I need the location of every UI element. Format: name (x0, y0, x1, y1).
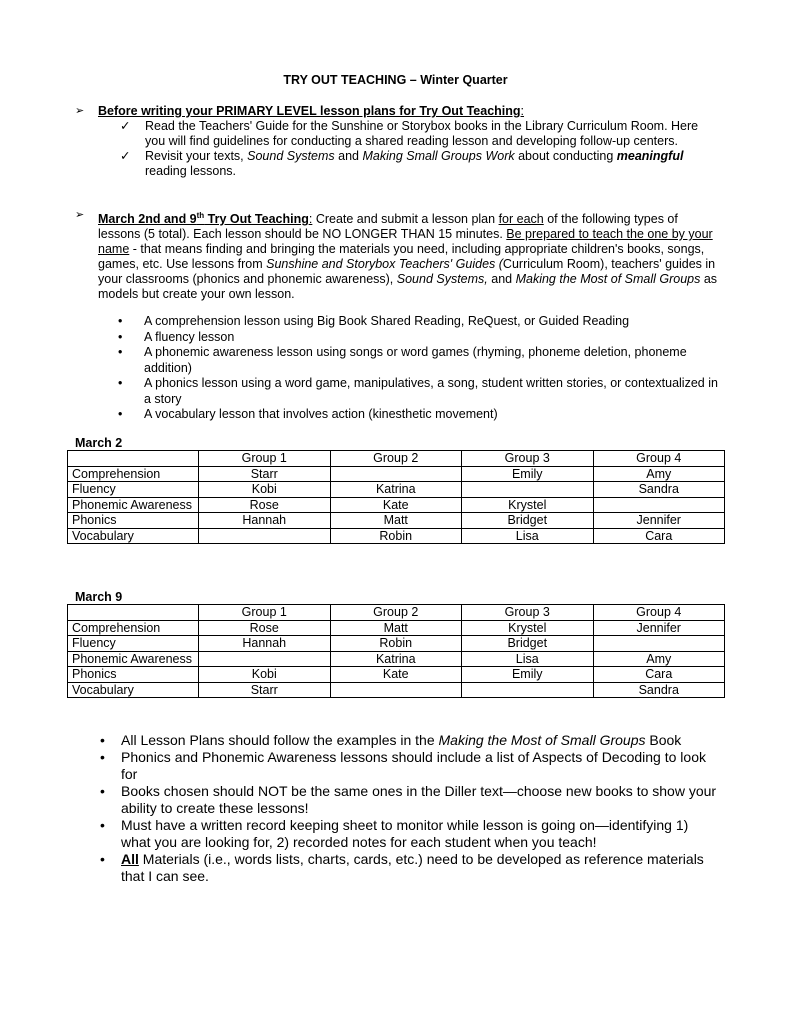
row-label: Phonemic Awareness (68, 651, 199, 667)
table-cell (330, 682, 462, 698)
bullet-icon: • (118, 407, 123, 421)
table-cell: Bridget (462, 636, 594, 652)
row-label: Phonemic Awareness (68, 497, 199, 513)
table-cell: Lisa (462, 651, 594, 667)
row-label: Comprehension (68, 466, 199, 482)
table-cell (593, 636, 725, 652)
table-cell: Robin (330, 636, 462, 652)
table-cell: Emily (462, 466, 594, 482)
table-cell: Rose (199, 620, 331, 636)
table-cell (462, 482, 594, 498)
row-label: Vocabulary (68, 682, 199, 698)
table-row (68, 620, 725, 636)
row-label: Comprehension (68, 620, 199, 636)
table-cell: Jennifer (593, 513, 725, 529)
table-cell: Rose (199, 497, 331, 513)
table-cell (593, 497, 725, 513)
checklist-item (120, 119, 720, 149)
table-header-cell: Group 2 (330, 605, 462, 621)
table-cell: Krystel (462, 497, 594, 513)
list-item: • A comprehension lesson using Big Book Shared Reading, ReQuest, or Guided Reading (118, 314, 630, 328)
checkmark-icon: ✓ (120, 119, 131, 133)
table-cell: Cara (593, 667, 725, 683)
table-row (68, 636, 725, 652)
checkmark-icon: ✓ (120, 149, 131, 163)
list-item: • Phonics and Phonemic Awareness lessons should include a list of Aspects of Decoding to look for (100, 749, 706, 782)
bullet-icon: • (100, 783, 105, 799)
table-cell: Katrina (330, 651, 462, 667)
table-header-cell: Group 2 (330, 451, 462, 467)
section-try-out-teaching (75, 208, 720, 302)
table-row (68, 651, 725, 667)
table-cell (199, 651, 331, 667)
table-header-row (68, 451, 725, 467)
table-cell: Kobi (199, 667, 331, 683)
table-cell: Sandra (593, 682, 725, 698)
table-cell: Lisa (462, 528, 594, 544)
requirements-list (100, 732, 720, 885)
march9-table (67, 604, 725, 698)
bullet-icon: • (118, 376, 123, 390)
section2-paragraph: March 2nd and 9th Try Out Teaching: Create and submit a lesson plan for each of the following types of lessons (5 total). Each lesson should be NO LONGER THAN 15 minutes. Be prepared to teach the one by your name - that means finding and bringing the materials you need, including appropriate children's books, songs, games, etc. Use lessons from Sunshine and Storybox Teachers' Guides (Curriculum Room), teachers' guides in your classrooms (phonics and phonemic awareness), Sound Systems, and Making the Most of Small Groups as models but create your own lesson. (98, 211, 718, 302)
bullet-icon: • (118, 329, 123, 344)
list-item: • A vocabulary lesson that involves action (kinesthetic movement) (118, 407, 498, 421)
table-cell: Cara (593, 528, 725, 544)
bullet-icon: • (100, 749, 105, 765)
checklist-item (120, 149, 720, 179)
march2-table (67, 450, 725, 544)
row-label: Vocabulary (68, 528, 199, 544)
list-item: • All Lesson Plans should follow the examples in the Making the Most of Small Groups Book (100, 732, 682, 748)
table-cell: Kobi (199, 482, 331, 498)
table-cell: Hannah (199, 636, 331, 652)
table-header-row (68, 605, 725, 621)
table-header-cell: Group 1 (199, 605, 331, 621)
table-cell: Krystel (462, 620, 594, 636)
arrow-bullet-icon: ➢ (75, 209, 85, 221)
table-header-cell: Group 1 (199, 451, 331, 467)
table-cell: Hannah (199, 513, 331, 529)
bullet-icon: • (118, 345, 123, 359)
table-cell: Matt (330, 620, 462, 636)
page-title: TRY OUT TEACHING – Winter Quarter (283, 73, 508, 87)
table-header-cell: Group 4 (593, 605, 725, 621)
arrow-bullet-icon: ➢ (75, 105, 85, 117)
table-cell: Amy (593, 651, 725, 667)
bullet-icon: • (100, 851, 105, 867)
table-cell: Emily (462, 667, 594, 683)
table-header-cell: Group 3 (462, 451, 594, 467)
table-header-cell: Group 4 (593, 451, 725, 467)
check-item-text: Revisit your texts, Sound Systems and Making Small Groups Work about conducting meaningful reading lessons. (145, 149, 684, 178)
table-row (68, 482, 725, 498)
table-cell: Jennifer (593, 620, 725, 636)
table-cell: Starr (199, 682, 331, 698)
table-cell: Kate (330, 497, 462, 513)
march2-label: March 2 (75, 436, 123, 450)
table-cell: Sandra (593, 482, 725, 498)
bullet-icon: • (100, 817, 105, 833)
table-cell: Katrina (330, 482, 462, 498)
table-cell (462, 682, 594, 698)
table-row (68, 497, 725, 513)
row-label: Phonics (68, 513, 199, 529)
list-item: • Must have a written record keeping sheet to monitor while lesson is going on—identifying 1) what you are looking for, 2) recorded notes for each student when you teach! (100, 817, 689, 850)
table-row (68, 682, 725, 698)
section1-heading: Before writing your PRIMARY LEVEL lesson plans for Try Out Teaching: (98, 104, 525, 118)
table-cell: Amy (593, 466, 725, 482)
row-label: Phonics (68, 667, 199, 683)
check-item-text: Read the Teachers' Guide for the Sunshine or Storybox books in the Library Curriculum Room. Here you will find guidelines for conducting a shared reading lesson and developing follow-up centers. (145, 119, 699, 148)
lesson-types-list (118, 314, 718, 423)
list-item: • A phonemic awareness lesson using songs or word games (rhyming, phoneme deletion, phoneme addition) (118, 345, 687, 375)
table-cell (68, 605, 199, 621)
row-label: Fluency (68, 482, 199, 498)
row-label: Fluency (68, 636, 199, 652)
table-header-cell: Group 3 (462, 605, 594, 621)
table-cell (68, 451, 199, 467)
table-cell: Starr (199, 466, 331, 482)
table-row (68, 528, 725, 544)
table-cell: Matt (330, 513, 462, 529)
list-item: • A fluency lesson (118, 329, 235, 344)
table-cell: Bridget (462, 513, 594, 529)
march9-label: March 9 (75, 590, 123, 604)
bullet-icon: • (100, 732, 105, 748)
table-cell (199, 528, 331, 544)
list-item: • All Materials (i.e., words lists, charts, cards, etc.) need to be developed as reference materials that I can see. (100, 851, 704, 884)
table-cell: Kate (330, 667, 462, 683)
table-cell (330, 466, 462, 482)
bullet-icon: • (118, 314, 123, 328)
list-item: • Books chosen should NOT be the same ones in the Diller text—choose new books to show your ability to create these lessons! (100, 783, 717, 816)
table-row (68, 466, 725, 482)
section-before-writing (75, 104, 720, 179)
table-row (68, 513, 725, 529)
table-cell: Robin (330, 528, 462, 544)
table-row (68, 667, 725, 683)
list-item: • A phonics lesson using a word game, manipulatives, a song, student written stories, or contextualized in a story (118, 376, 718, 406)
